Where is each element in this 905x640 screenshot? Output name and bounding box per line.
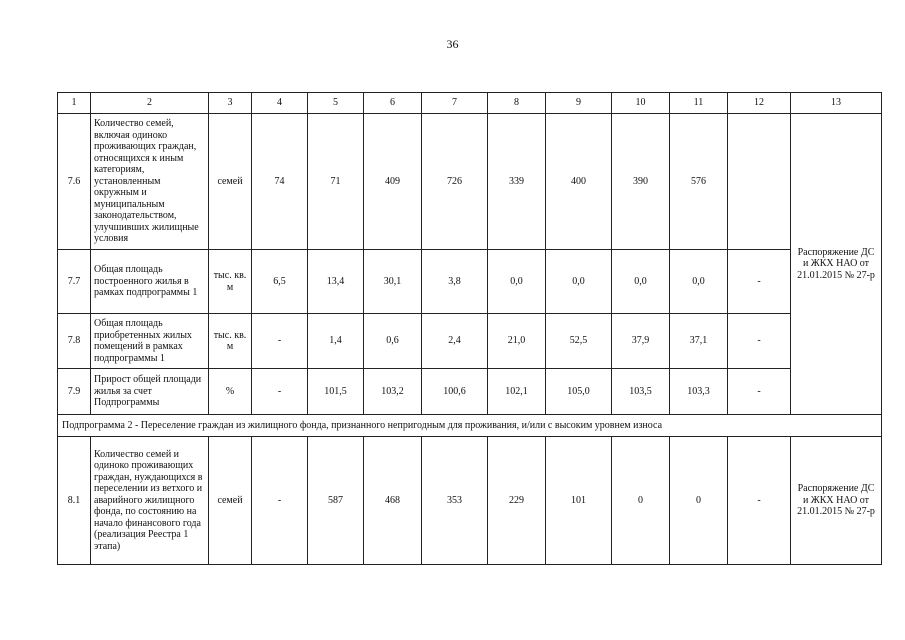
table-row [58,114,882,250]
value-cell: 100,6 [422,369,488,415]
value-cell: - [252,314,308,369]
value-cell: 0,6 [364,314,422,369]
value-cell: 103,5 [612,369,670,415]
value-cell: - [252,369,308,415]
value-cell: 102,1 [488,369,546,415]
header-cell: 1 [58,93,91,114]
value-cell: 409 [364,114,422,250]
header-cell: 11 [670,93,728,114]
header-cell: 10 [612,93,670,114]
value-cell: 0,0 [612,250,670,314]
value-cell: 101 [546,437,612,565]
indicator-description: Общая площадь приобретенных жилых помещений в рамках подпрограммы 1 [91,314,209,369]
row-number: 7.9 [58,369,91,415]
row-number: 7.6 [58,114,91,250]
value-cell: 353 [422,437,488,565]
value-cell: 101,5 [308,369,364,415]
value-cell: 0 [612,437,670,565]
header-row [58,93,882,114]
value-cell: 37,9 [612,314,670,369]
table-row [58,369,882,415]
value-cell: 21,0 [488,314,546,369]
table-row [58,314,882,369]
header-cell: 2 [91,93,209,114]
value-cell: 2,4 [422,314,488,369]
indicator-description: Количество семей, включая одиноко проживающих граждан, относящихся к иным категориям, установленным окружным и муниципальным законодательством, улучшивших жилищные условия [91,114,209,250]
header-cell: 4 [252,93,308,114]
value-cell: 0,0 [546,250,612,314]
header-cell: 5 [308,93,364,114]
indicators-table [57,92,882,565]
header-cell: 13 [791,93,882,114]
value-cell: 13,4 [308,250,364,314]
value-cell: 105,0 [546,369,612,415]
table-row [58,250,882,314]
subprogram-row [58,415,882,437]
value-cell: 0,0 [670,250,728,314]
value-cell: 400 [546,114,612,250]
indicator-description: Количество семей и одиноко проживающих граждан, нуждающихся в переселении из ветхого и аварийного жилищного фонда, по состоянию на начало финансового года (реализация Реестра 1 этапа) [91,437,209,565]
source-note: Распоряжение ДС и ЖКХ НАО от 21.01.2015 № 27-р [791,114,882,415]
header-cell: 7 [422,93,488,114]
value-cell: 103,3 [670,369,728,415]
value-cell: 6,5 [252,250,308,314]
value-cell: 390 [612,114,670,250]
header-cell: 8 [488,93,546,114]
indicator-description: Прирост общей площади жилья за счет Подпрограммы [91,369,209,415]
value-cell: 30,1 [364,250,422,314]
subprogram-title: Подпрограмма 2 - Переселение граждан из жилищного фонда, признанного непригодным для проживания, и/или с высоким уровнем износа [58,415,882,437]
value-cell: 0,0 [488,250,546,314]
value-cell [728,114,791,250]
value-cell: 1,4 [308,314,364,369]
unit-cell: семей [209,114,252,250]
value-cell: - [728,437,791,565]
value-cell: - [728,250,791,314]
row-number: 7.7 [58,250,91,314]
value-cell: 103,2 [364,369,422,415]
value-cell: 74 [252,114,308,250]
value-cell: - [728,369,791,415]
value-cell: 229 [488,437,546,565]
indicator-description: Общая площадь построенного жилья в рамках подпрограммы 1 [91,250,209,314]
value-cell: 726 [422,114,488,250]
header-cell: 9 [546,93,612,114]
unit-cell: % [209,369,252,415]
value-cell: 37,1 [670,314,728,369]
row-number: 8.1 [58,437,91,565]
value-cell: 3,8 [422,250,488,314]
value-cell: - [252,437,308,565]
value-cell: 339 [488,114,546,250]
table-row [58,437,882,565]
value-cell: 587 [308,437,364,565]
value-cell: 468 [364,437,422,565]
source-note: Распоряжение ДС и ЖКХ НАО от 21.01.2015 № 27-р [791,437,882,565]
value-cell: 52,5 [546,314,612,369]
value-cell: 71 [308,114,364,250]
header-cell: 3 [209,93,252,114]
value-cell: 576 [670,114,728,250]
unit-cell: тыс. кв. м [209,314,252,369]
unit-cell: тыс. кв. м [209,250,252,314]
page-number: 36 [446,37,459,51]
header-cell: 6 [364,93,422,114]
value-cell: - [728,314,791,369]
value-cell: 0 [670,437,728,565]
header-cell: 12 [728,93,791,114]
row-number: 7.8 [58,314,91,369]
unit-cell: семей [209,437,252,565]
